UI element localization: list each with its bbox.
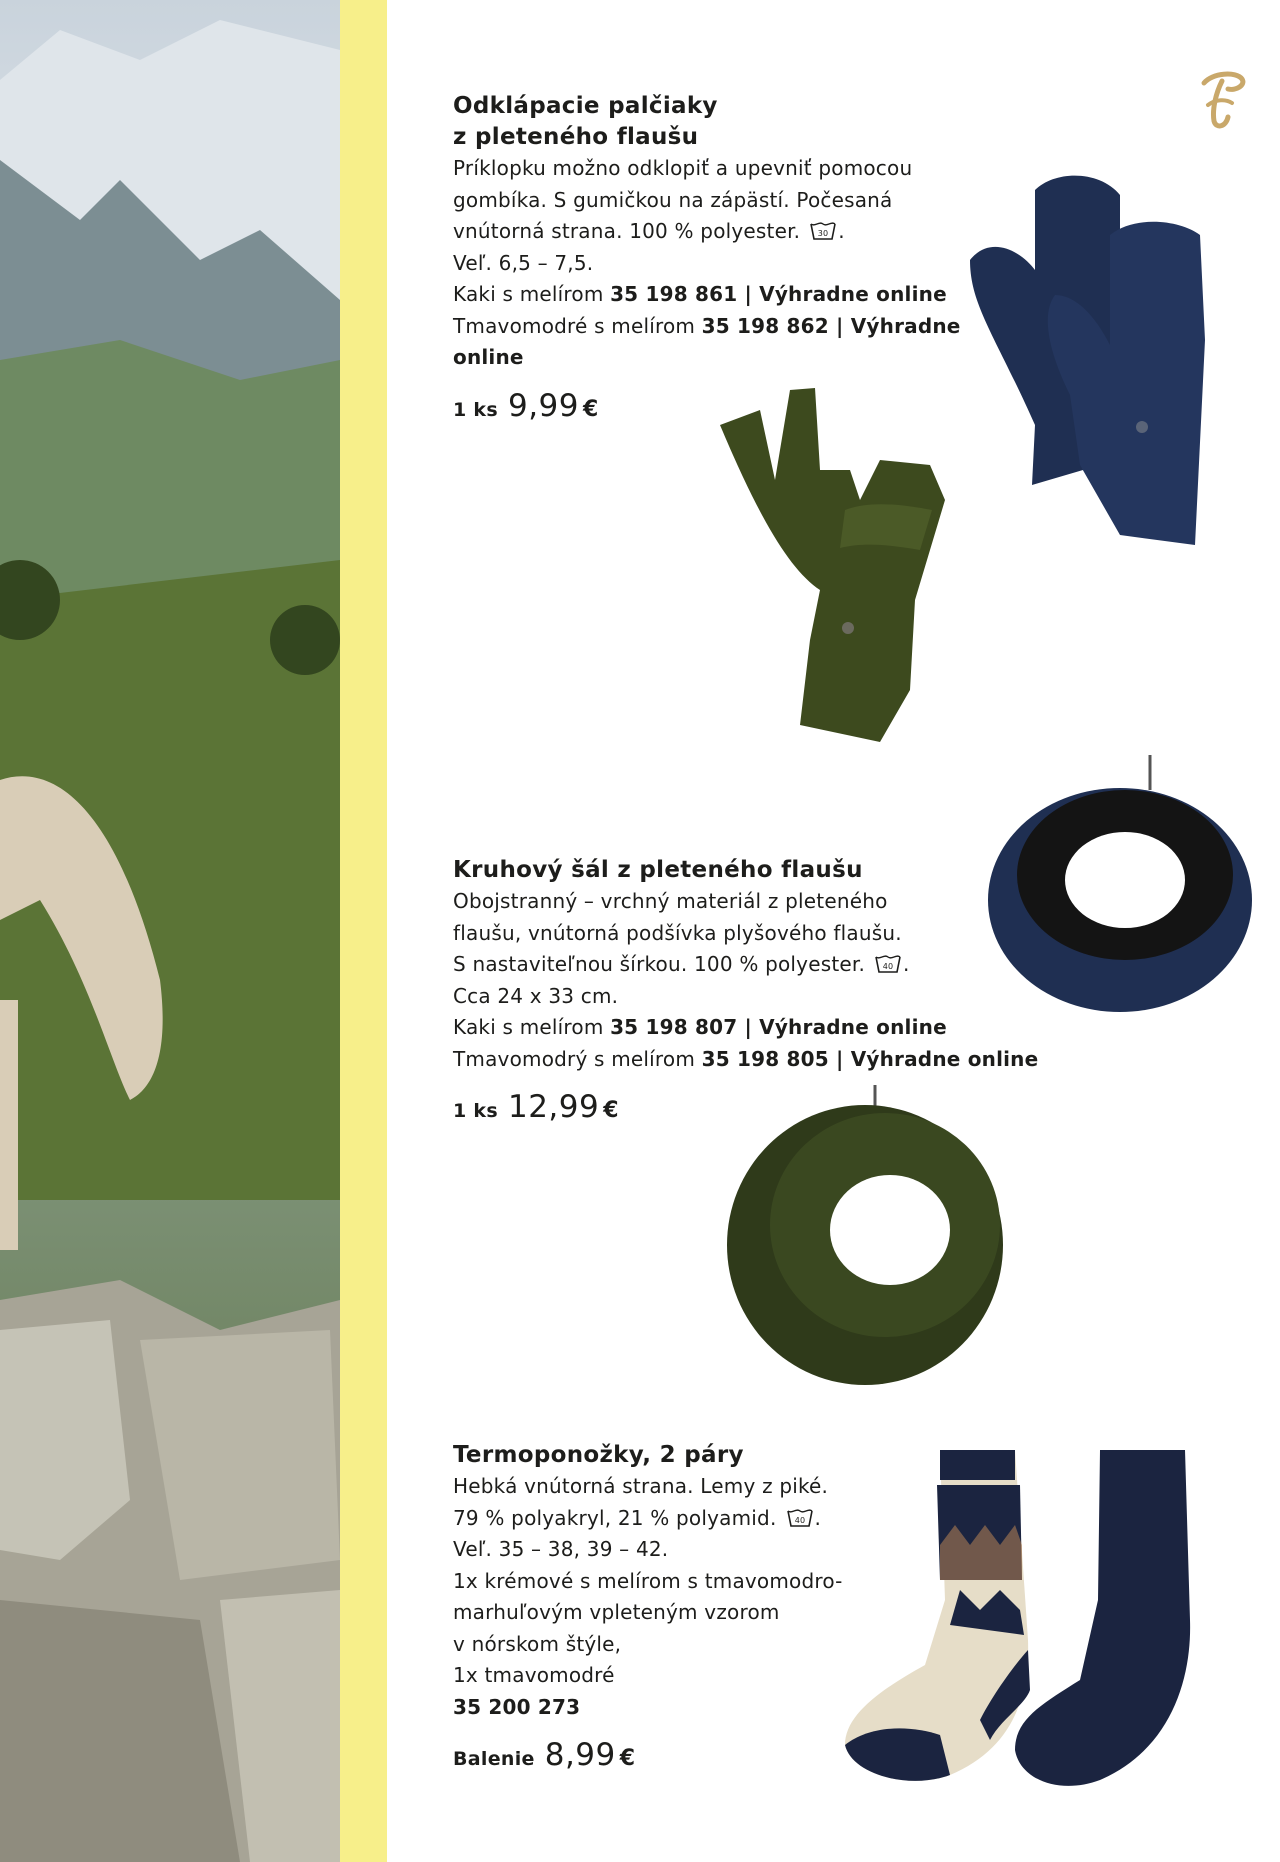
product-description: Príklopku možno odklopiť a upevniť pomocou — [453, 156, 913, 180]
khaki-snood-image — [725, 1085, 1005, 1390]
product-description: vnútorná strana. 100 % polyester. 30 . — [453, 219, 845, 243]
product-detail: 1x krémové s melírom s tmavomodro- — [453, 1568, 843, 1593]
svg-text:40: 40 — [794, 1515, 805, 1525]
khaki-gloves-image — [700, 370, 970, 750]
product-description: 79 % polyakryl, 21 % polyamid. 40 . — [453, 1505, 822, 1530]
product-variant: online — [453, 345, 524, 369]
price-value: 12,99 — [507, 1089, 600, 1125]
price-value: 8,99 — [544, 1737, 616, 1773]
product-description: S nastaviteľnou šírkou. 100 % polyester. 40 . — [453, 952, 910, 976]
product-description: flaušu, vnútorná podšívka plyšového flaušu. — [453, 920, 902, 945]
price-currency: € — [603, 1098, 619, 1123]
price-unit: 1 ks — [453, 398, 498, 421]
product-variant: Kaki s melírom 35 198 861 | Výhradne online — [453, 282, 947, 306]
product-variant: Kaki s melírom 35 198 807 | Výhradne online — [453, 1015, 947, 1039]
product-description: Obojstranný – vrchný materiál z pleteného — [453, 889, 888, 913]
wash-symbol-icon — [875, 954, 901, 974]
navy-snood-image — [985, 750, 1255, 1050]
hero-photo — [0, 0, 340, 1862]
wash-symbol-icon — [787, 1508, 813, 1528]
wash-symbol-icon — [810, 221, 836, 241]
product-title: Kruhový šál z pleteného flaušu — [453, 857, 863, 883]
product-variant: Tmavomodrý s melírom 35 198 805 | Výhradne online — [453, 1046, 1039, 1071]
product-description: gombíka. S gumičkou na zápästí. Počesaná — [453, 187, 893, 212]
price-unit: Balenie — [453, 1748, 535, 1770]
brand-logo — [1190, 65, 1250, 135]
product-title: Termoponožky, 2 páry — [453, 1442, 744, 1468]
svg-text:30: 30 — [817, 229, 829, 238]
product-variant: Tmavomodré s melírom 35 198 862 | Výhradne — [453, 313, 961, 338]
mountain-landscape-image — [0, 0, 340, 1862]
product-description: Hebká vnútorná strana. Lemy z piké. — [453, 1474, 829, 1498]
price-currency: € — [619, 1746, 636, 1771]
navy-mittens-image — [960, 165, 1235, 545]
product-title: Odklápacie palčiaky — [453, 93, 718, 119]
price-unit: 1 ks — [453, 1100, 498, 1122]
svg-text:40: 40 — [882, 962, 894, 971]
product-detail: v nórskom štýle, — [453, 1631, 622, 1656]
product-detail: marhuľovým vpleteným vzorom — [453, 1600, 780, 1624]
product-size: Cca 24 x 33 cm. — [453, 983, 619, 1008]
product-title: z pleteného flaušu — [453, 124, 699, 150]
product-variant: 35 200 273 — [453, 1694, 581, 1719]
price-value: 9,99 — [507, 387, 580, 424]
price-currency: € — [583, 396, 599, 422]
yellow-divider-stripe — [340, 0, 387, 1862]
product-detail: 1x tmavomodré — [453, 1663, 615, 1687]
socks-image — [840, 1450, 1220, 1790]
product-size: Veľ. 6,5 – 7,5. — [453, 250, 594, 275]
product-size: Veľ. 35 – 38, 39 – 42. — [453, 1537, 669, 1561]
